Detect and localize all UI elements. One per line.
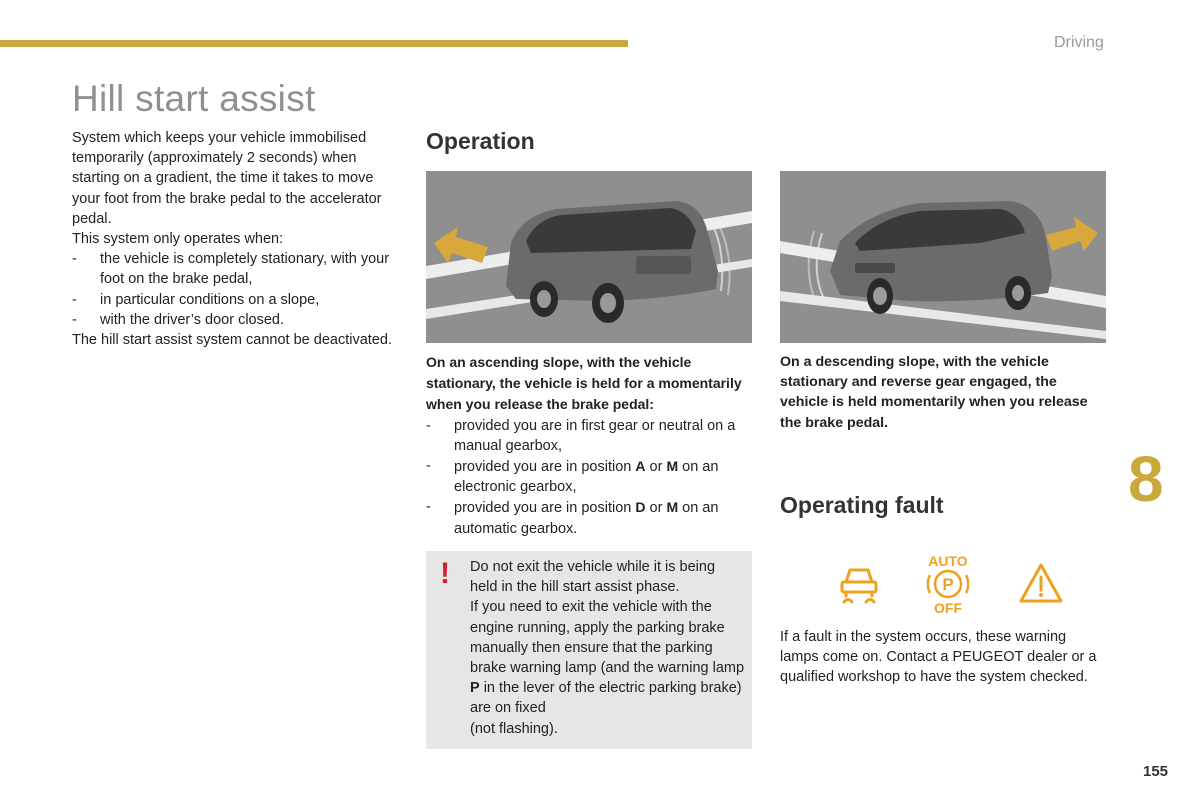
intro-text	[72, 128, 392, 350]
list-item: - provided you are in position D or M on an automatic gearbox.	[426, 497, 756, 538]
off-label: OFF	[934, 600, 962, 616]
header-accent-bar	[0, 40, 628, 47]
ascending-caption-heading: On an ascending slope, with the vehicle stationary, the vehicle is held for a momentarily when you release the brake pedal:	[426, 354, 742, 413]
descending-caption: On a descending slope, with the vehicle stationary and reverse gear engaged, the vehicle is held momentarily when you release the brake pedal.	[780, 354, 1088, 431]
warning-text: Do not exit the vehicle while it is being held in the hill start assist phase. If you need to exit the vehicle with the engine running, apply the parking brake manually then ensure that the parking brake warning lamp (and the warning lamp P in the lever of the electric parking brake) are on fixed (not flashing).	[470, 559, 745, 737]
section-label: Driving	[1054, 34, 1104, 51]
page-title: Hill start assist	[72, 78, 316, 119]
warning-triangle-icon	[1017, 561, 1065, 605]
list-item: - the vehicle is completely stationary, with your foot on the brake pedal,	[72, 249, 392, 289]
intro-paragraph: System which keeps your vehicle immobilised temporarily (approximately 2 seconds) when starting on a gradient, the time it takes to move your foot from the brake pedal to the accelerator pedal.	[72, 130, 382, 227]
list-item: - provided you are in first gear or neutral on a manual gearbox,	[426, 416, 756, 456]
intro-paragraph: The hill start assist system cannot be deactivated.	[72, 332, 392, 349]
ascending-caption	[426, 352, 756, 539]
list-item: - in particular conditions on a slope,	[72, 290, 392, 310]
skid-car-icon	[834, 560, 884, 610]
auto-label: AUTO	[928, 553, 968, 569]
ascending-slope-illustration	[426, 171, 752, 343]
auto-park-brake-icon	[920, 553, 976, 617]
list-item: - with the driver’s door closed.	[72, 310, 392, 330]
page-number: 155	[1143, 763, 1169, 780]
operation-heading: Operation	[426, 128, 535, 154]
warning-box	[426, 551, 752, 749]
fault-description: If a fault in the system occurs, these warning lamps come on. Contact a PEUGEOT dealer or a qualified workshop to have the system checked.	[780, 629, 1097, 686]
p-label: P	[942, 575, 954, 594]
exclamation-icon: !	[440, 557, 450, 590]
chapter-number: 8	[1128, 443, 1164, 515]
gearbox-conditions-list	[426, 416, 756, 539]
list-item: - provided you are in position A or M on an electronic gearbox,	[426, 456, 756, 497]
descending-slope-illustration	[780, 171, 1106, 343]
condition-list	[72, 249, 392, 330]
intro-paragraph: This system only operates when:	[72, 231, 284, 248]
operating-fault-heading: Operating fault	[780, 492, 944, 518]
